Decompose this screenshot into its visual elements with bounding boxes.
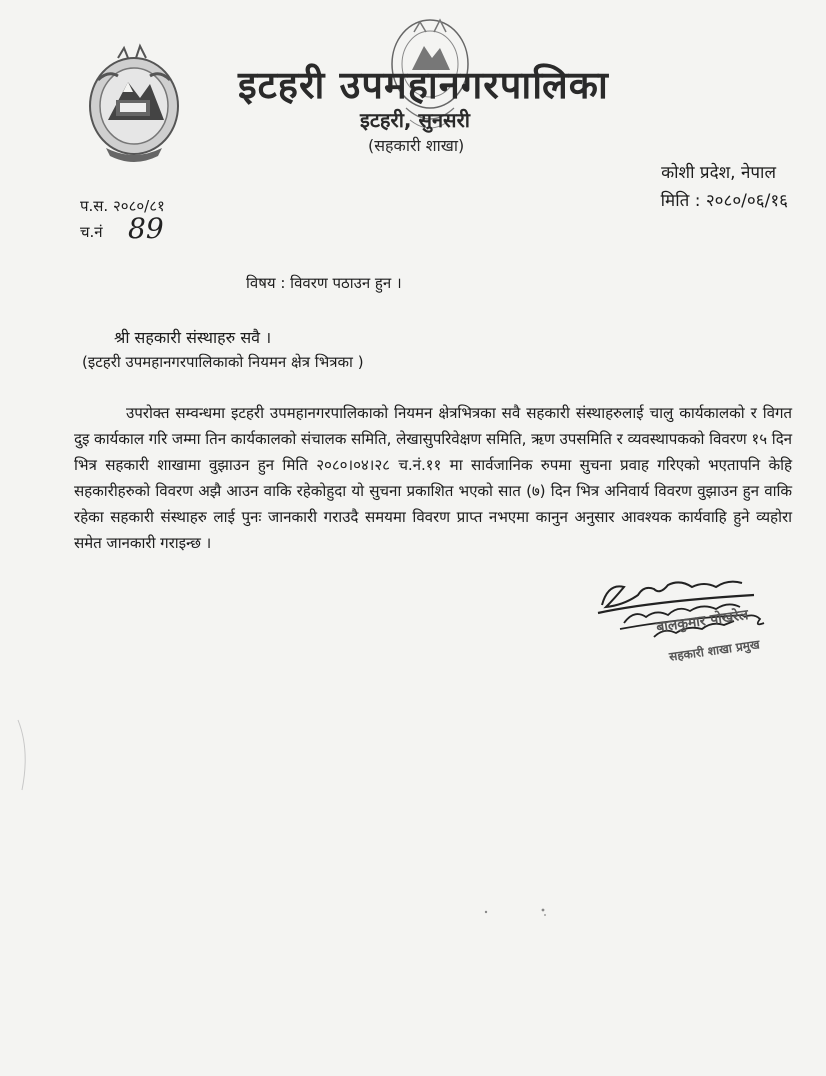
letter-body: उपरोक्त सम्वन्धमा इटहरी उपमहानगरपालिकाको नियमन क्षेत्रभित्रका सवै सहकारी संस्थाहरुलाई चालु कार्यकालको र विगत दुइ कार्यकाल गरि जम्मा तिन कार्यकालको संचालक समिति, लेखासुपरिवेक्षण समिति, ऋण उपसमिति र व्यवस्थापकको विवरण १५ दिन भित्र सहकारी शाखामा वुझाउन हुन मिति २०८०।०४।२८ च.नं.११ मा सार्वजानिक रुपमा सुचना प्रवाह गरिएको भएतापनि केहि सहकारीहरुको विवरण अझै आउन वाकि रहेकोहुदा यो सुचना प्रकाशित भएको सात (७) दिन भित्र अनिवार्य विवरण वुझाउन हुन वाकि रहेका सहकारी संस्थाहरु लाई पुनः जानकारी गराउदै समयमा विवरण प्राप्त नभएमा कानुन अनुसार आवश्यक कार्यवाहि हुने व्यहोरा समेत जानकारी गराइन्छ । [74, 404, 792, 552]
province-line: कोशी प्रदेश, नेपाल [661, 163, 776, 183]
dispatch-number-label: च.नं [80, 223, 103, 241]
dispatch-number-handwritten: 89 [128, 212, 164, 245]
fiscal-year-ref: प.स. २०८०/८१ [80, 197, 165, 215]
office-section: (सहकारी शाखा) [368, 136, 465, 155]
signatory-name-stamp: बालकुमार पोखरेल [655, 607, 750, 636]
nepal-emblem-icon [78, 40, 190, 168]
recipient-scope: (इटहरी उपमहानगरपालिकाको नियमन क्षेत्र भित्रका ) [82, 353, 364, 371]
letter-subject: विषय : विवरण पठाउन हुन । [246, 274, 402, 292]
office-title: इटहरी उपमहानगरपालिका [238, 63, 609, 107]
office-location: इटहरी, सुनसरी [360, 108, 470, 132]
letter-date: मिति : २०८०/०६/१६ [660, 191, 788, 211]
signatory-title-stamp: सहकारी शाखा प्रमुख [668, 637, 761, 664]
recipient-name: श्री सहकारी संस्थाहरु सवै । [114, 328, 272, 347]
